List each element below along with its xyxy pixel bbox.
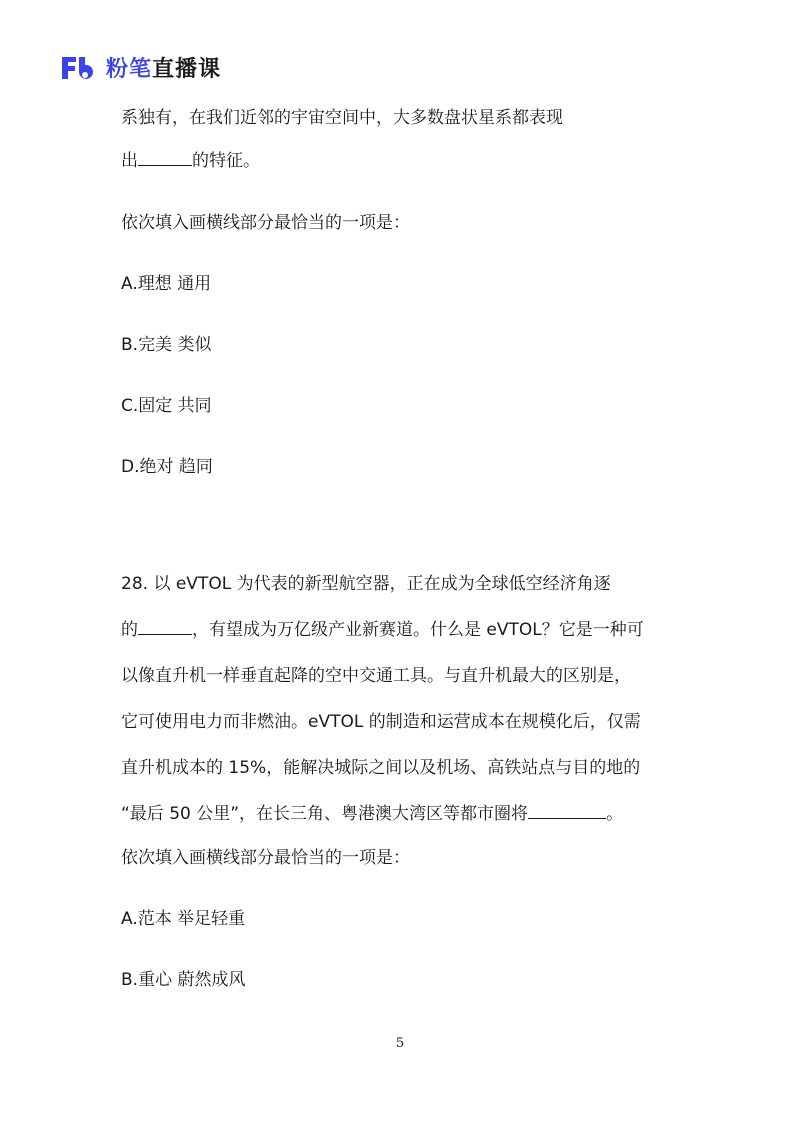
q27-option-a: A.理想 通用 [121, 274, 212, 294]
q28-line6 [121, 802, 623, 826]
q28-line2-post: ，有望成为万亿级产业新赛道。什么是 eVTOL？它是一种可 [192, 620, 644, 640]
q28-option-b: B.重心 蔚然成风 [121, 970, 246, 990]
q27-prompt: 依次填入画横线部分最恰当的一项是： [121, 213, 410, 233]
q28-line4: 它可使用电力而非燃油。eVTOL 的制造和运营成本在规模化后，仅需 [121, 712, 641, 732]
q27-option-b: B.完美 类似 [121, 335, 212, 355]
q27-stem-line2 [121, 149, 260, 173]
q28-prompt: 依次填入画横线部分最恰当的一项是： [121, 848, 410, 868]
q28-blank-2 [528, 802, 606, 819]
q27-stem-line2-post: 的特征。 [192, 151, 260, 171]
header [60, 50, 221, 84]
q28-line5: 直升机成本的 15%，能解决城际之间以及机场、高铁站点与目的地的 [121, 758, 641, 778]
brand-rest: 直播课 [152, 56, 222, 82]
q28-line3: 以像直升机一样垂直起降的空中交通工具。与直升机最大的区别是， [121, 666, 631, 686]
q28-blank-1 [138, 618, 192, 635]
q28-line6-pre: “最后 50 公里”，在长三角、粤港澳大湾区等都市圈将 [121, 804, 529, 824]
q27-option-c: C.固定 共同 [121, 396, 212, 416]
page-number: 5 [395, 1036, 405, 1051]
q28-line2-pre: 的 [121, 620, 138, 640]
q28-line2 [121, 618, 644, 642]
q27-option-d: D.绝对 趋同 [121, 457, 213, 477]
q28-option-a: A.范本 举足轻重 [121, 909, 246, 929]
q27-blank [138, 149, 192, 166]
q27-stem-line2-pre: 出 [121, 151, 138, 171]
fenbi-logo-icon [60, 53, 98, 81]
q28-line6-post: 。 [606, 804, 624, 824]
q27-stem-line1: 系独有，在我们近邻的宇宙空间中，大多数盘状星系都表现 [121, 108, 563, 128]
brand-name [106, 52, 221, 83]
q28-line1: 28. 以 eVTOL 为代表的新型航空器，正在成为全球低空经济角逐 [121, 574, 611, 594]
brand-accent: 粉笔 [106, 56, 153, 82]
